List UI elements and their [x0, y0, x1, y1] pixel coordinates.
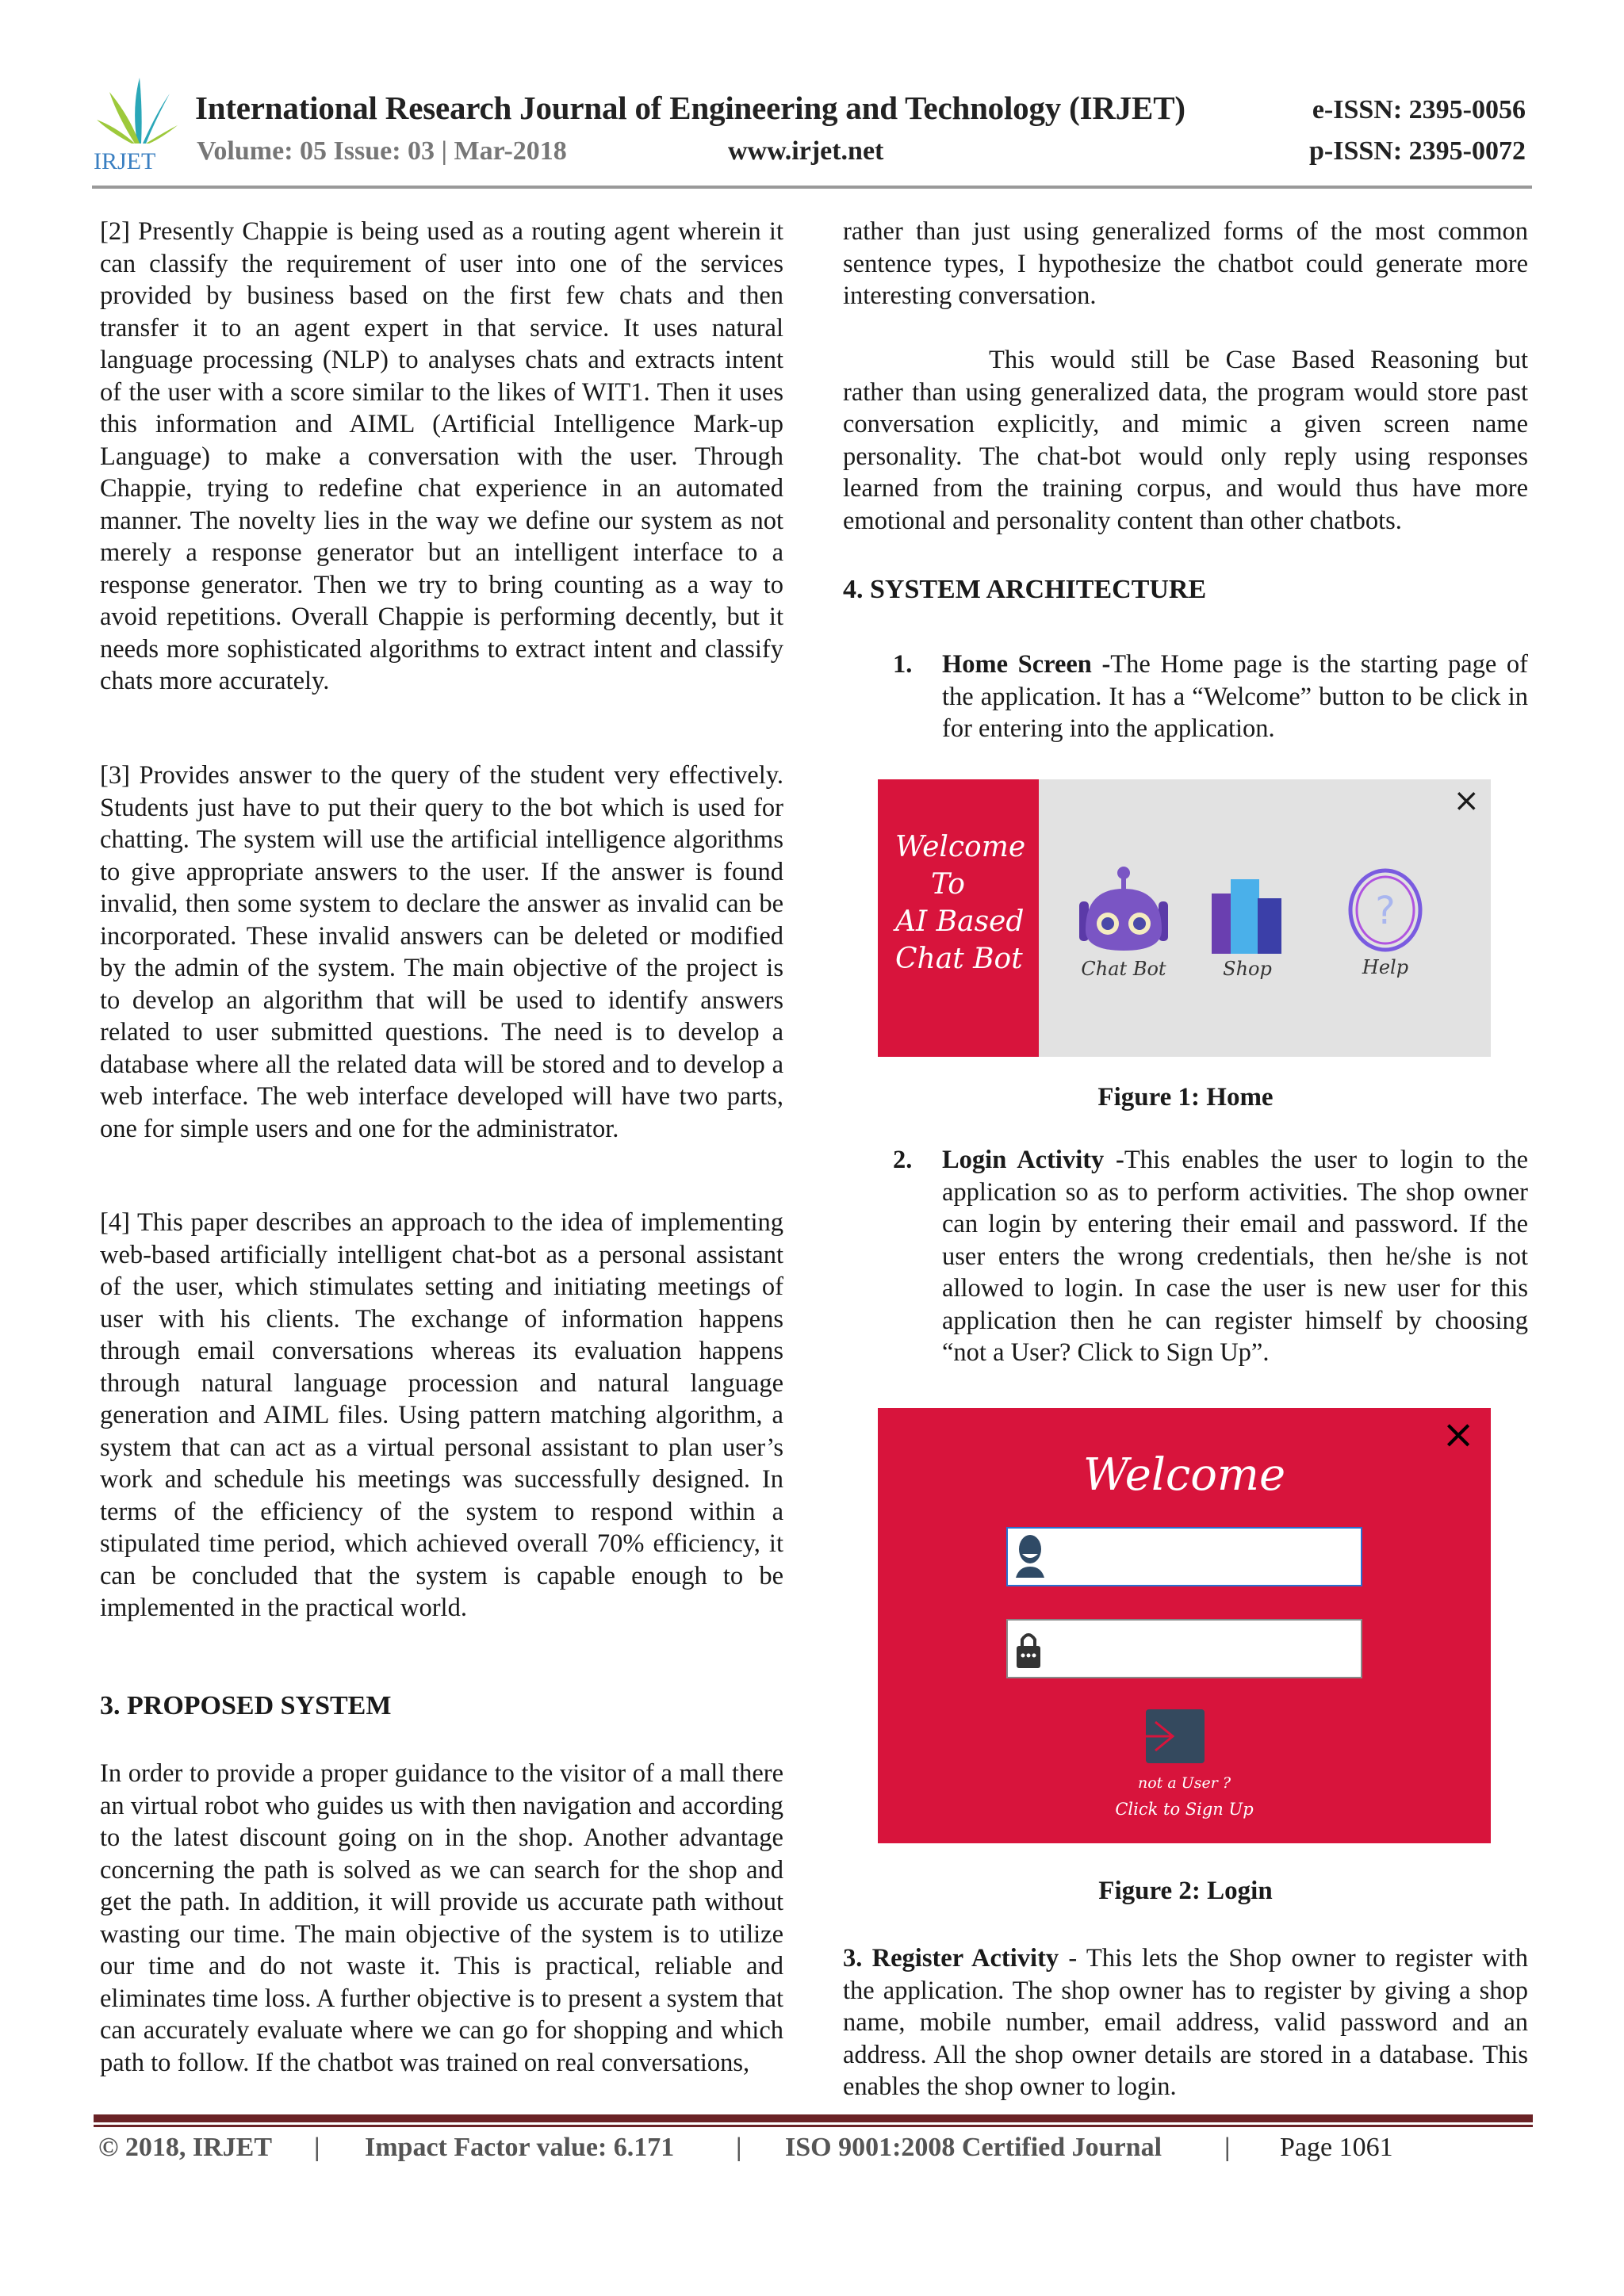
footer-iso: ISO 9001:2008 Certified Journal [785, 2133, 1162, 2162]
journal-title: International Research Journal of Engineering and Technology (IRJET) [195, 90, 1185, 126]
list-item-home-screen [843, 649, 1528, 745]
paragraph-continued: rather than just using generalized forms of the most common sentence types, I hypothesize the chatbot could generate more interesting conversation. [843, 217, 1528, 310]
footer-copyright: © 2018, IRJET [98, 2133, 273, 2162]
paragraph-ref-3: [3] Provides answer to the query of the student very effectively. Students just have to put their query to the bot which is used for chatting. The system will use the artificial intelligence algorithms to give appropriate answers to the user. If the answer is found invalid, then some system to declare the answer as invalid can be incorporated. These invalid answers can be deleted or modified by the admin of the system. The main objective of the project is to develop an algorithm that will be used to identify answers related to user submitted questions. The need is to develop a database where all the related data will be stored and to develop a web interface. The web interface developed will have two parts, one for simple users and one for the administrator. [100, 761, 783, 1143]
figure-login-screen [878, 1408, 1491, 1843]
footer-page-number: Page 1061 [1280, 2133, 1393, 2162]
close-icon[interactable]: × [1442, 1411, 1475, 1457]
chat-bot-label: Chat Bot [1081, 958, 1166, 980]
footer-divider-thin [94, 2125, 1533, 2127]
item-title: Home Screen - [942, 650, 1111, 679]
welcome-line: Chat Bot [895, 943, 1023, 975]
footer-separator: | [1224, 2133, 1231, 2162]
p-issn: p-ISSN: 2395-0072 [1309, 136, 1526, 166]
journal-website[interactable]: www.irjet.net [728, 136, 884, 166]
help-icon [1346, 868, 1425, 952]
user-icon [1014, 1533, 1046, 1579]
login-welcome-title: Welcome [1082, 1449, 1286, 1501]
footer-divider [94, 2114, 1533, 2122]
volume-issue: Volume: 05 Issue: 03 | Mar-2018 [197, 136, 567, 166]
footer-separator: | [314, 2133, 320, 2162]
welcome-line: Welcome [895, 831, 1026, 863]
close-icon[interactable]: × [1453, 783, 1480, 819]
header-divider [92, 186, 1532, 189]
chat-bot-button[interactable] [1074, 867, 1173, 980]
shop-label: Shop [1223, 958, 1272, 980]
welcome-line: AI Based [895, 905, 1025, 938]
paragraph-ref-4: [4] This paper describes an approach to the idea of implementing web-based artificially intelligent chat-bot as a personal assistant of the user, which stimulates setting and initiating meetings of user with his clients. The exchange of information happens through email conversations whereas its evaluation happens through natural language procession and natural language generation and AIML files. Using pattern matching algorithm, a system that can act as a virtual personal assistant to plan user’s work and schedule his meetings was successfully designed. In terms of the efficiency of the system to respond within a stipulated time period, which achieved overall 70% efficiency, it can be concluded that the system is capable enough to be implemented in the practical world. [100, 1208, 783, 1622]
item-title: 3. Register Activity [843, 1944, 1059, 1973]
list-number: 1. [893, 650, 913, 679]
logo-text: IRJET [94, 148, 156, 174]
svg-text:?: ? [1375, 889, 1396, 933]
e-issn: e-ISSN: 2395-0056 [1312, 95, 1526, 124]
section-heading-proposed-system: 3. PROPOSED SYSTEM [100, 1691, 392, 1720]
item-text: - This lets the Shop owner to register with the application. The shop owner has to register by giving a shop name, mobile number, email address, valid password and an address. All the shop owner details are stored in a database. This enables the shop owner to login. [843, 1944, 1529, 2101]
email-field[interactable] [1006, 1527, 1362, 1586]
figure-1-caption: Figure 1: Home [1097, 1083, 1274, 1112]
item-text: This enables the user to login to the application so as to perform activities. The shop owner can login by entering their email and password. If the user enters the wrong credentials, then he/she is not allowed to login. In case the user is new user for this application then he can register himself by choosing “not a User? Click to Sign Up”. [942, 1146, 1528, 1367]
paragraph-case-based: This would still be Case Based Reasoning but rather than using generalized data, the program would store past conversation explicitly, and mimic a given screen name personality. The chat-bot would only reply using responses learned from the training corpus, and would thus have more emotional and personality content than other chatbots. [843, 346, 1528, 535]
robot-icon [1076, 867, 1171, 954]
lock-icon [1016, 1630, 1041, 1670]
paragraph-register-activity [843, 1942, 1528, 2103]
footer-impact-factor: Impact Factor value: 6.171 [365, 2133, 675, 2162]
item-text: The Home page is the starting page of the application. It has a “Welcome” button to be click in for entering into the application. [942, 650, 1528, 743]
sign-up-link[interactable]: Click to Sign Up [1115, 1800, 1254, 1819]
item-title: Login Activity - [942, 1146, 1124, 1174]
footer-separator: | [736, 2133, 742, 2162]
paragraph-proposed-system: In order to provide a proper guidance to the visitor of a mall there an virtual robot who guides us with then navigation and according to the latest discount going on in the shop. Another advantage concerning the path is solved as we can search for the shop and get the path. In addition, it will provide us accurate path without wasting our time. The main objective of the system is to utilize our time and do not waste it. This is practical, reliable and eliminates time loss. A further objective is to present a system that can accurately evaluate where we can go for shopping and which path to follow. If the chatbot was trained on real conversations, [100, 1759, 783, 2077]
password-field[interactable] [1006, 1619, 1362, 1678]
paragraph-ref-2: [2] Presently Chappie is being used as a routing agent wherein it can classify the requirement of user into one of the services provided by business based on the first few chats and then transfer it to an agent expert in that service. It uses natural language processing (NLP) to analyses chats and extracts intent of the user with a score similar to the likes of WIT1. Then it uses this information and AIML (Artificial Intelligence Mark-up Language) to make a conversation with the user. Through Chappie, trying to redefine chat experience in an automated manner. The novelty lies in the way we define our system as not merely a response generator but an intelligent interface to a response generator. Then we try to bring counting as a way to avoid repetitions. Overall Chappie is performing decently, but it needs more sophisticated algorithms to extract intent and classify chats more accurately. [100, 217, 783, 695]
figure-home-screen [878, 779, 1491, 1057]
shop-button[interactable] [1206, 876, 1289, 980]
not-a-user-text: not a User ? [1137, 1774, 1231, 1792]
figure-2-caption: Figure 2: Login [1098, 1877, 1273, 1905]
list-item-login-activity [843, 1144, 1528, 1369]
irjet-logo [94, 76, 181, 174]
welcome-panel[interactable] [878, 779, 1039, 1057]
arrow-right-icon [1124, 1719, 1203, 1754]
welcome-line: To [931, 868, 965, 901]
buildings-icon [1212, 876, 1283, 954]
list-number: 2. [893, 1146, 913, 1174]
help-button[interactable] [1338, 868, 1433, 978]
section-heading-system-architecture: 4. SYSTEM ARCHITECTURE [843, 575, 1207, 604]
help-label: Help [1362, 956, 1409, 978]
